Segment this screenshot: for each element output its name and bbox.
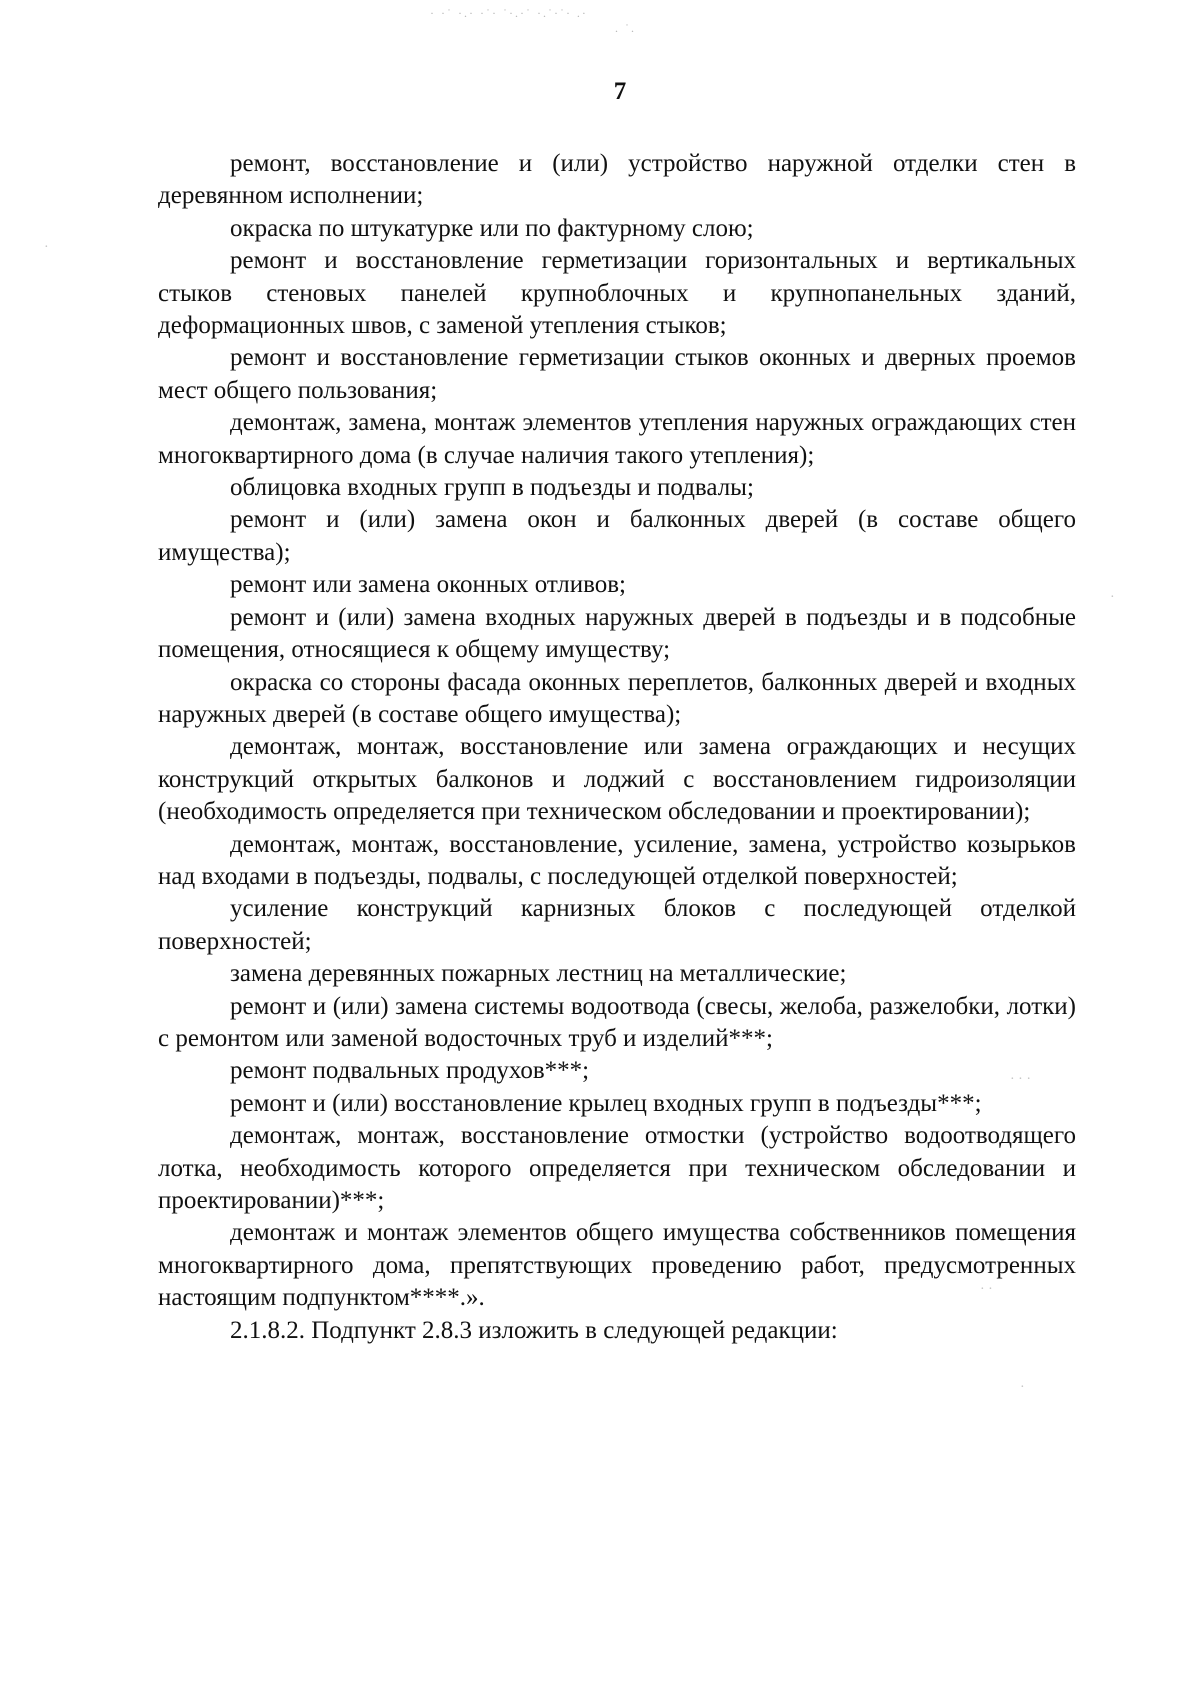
paragraph: ремонт или замена оконных отливов; <box>230 571 626 599</box>
page-number: 7 <box>613 78 627 105</box>
paragraph: ремонт и восстановление герметизации горизонтальных и вертикальных стыков стеновых панелей крупноблочных и крупнопанельных зданий, деформационных швов, с заменой утепления стыков; <box>158 247 1076 340</box>
paragraph: усиление конструкций карнизных блоков с последующей отделкой поверхностей; <box>158 895 1076 955</box>
paragraph: ремонт и (или) замена окон и балконных дверей (в составе общего имущества); <box>158 506 1076 566</box>
scan-speck: · <box>1020 1380 1025 1395</box>
paragraph: демонтаж, монтаж, восстановление, усиление, замена, устройство козырьков над входами в подъезды, подвалы, с последующей отделкой поверхностей; <box>158 830 1076 890</box>
document-body <box>158 148 1076 1347</box>
paragraph: окраска по штукатурке или по фактурному слою; <box>230 214 754 242</box>
paragraph: демонтаж, монтаж, восстановление или замена ограждающих и несущих конструкций открытых балконов и лоджий с восстановлением гидроизоляции (необходимость определяется при техническом обследовании и проектировании); <box>158 733 1076 826</box>
paragraph: ремонт и (или) замена входных наружных дверей в подъезды и в подсобные помещения, относящиеся к общему имуществу; <box>158 603 1076 664</box>
paragraph: замена деревянных пожарных лестниц на металлические; <box>230 960 847 988</box>
paragraph: ремонт, восстановление и (или) устройство наружной отделки стен в деревянном исполнении; <box>158 150 1076 210</box>
scan-speck: · · · <box>1010 1072 1031 1087</box>
scan-speck: · <box>1110 590 1115 605</box>
paragraph: ремонт и восстановление герметизации стыков оконных и дверных проемов мест общего пользования; <box>158 344 1076 404</box>
paragraph: ремонт подвальных продухов***; <box>230 1057 590 1085</box>
paragraph: демонтаж и монтаж элементов общего имущества собственников помещения многоквартирного дома, препятствующих проведению работ, предусмотренных настоящим подпунктом****.». <box>158 1219 1076 1312</box>
scan-artifact: · ·˙ ·.· ·˙· ˙·.·˙ ·.˙·˙· .· . ˙. <box>430 6 636 35</box>
paragraph: ремонт и (или) замена системы водоотвода (свесы, желоба, разжелобки, лотки) с ремонтом или заменой водосточных труб и изделий***; <box>158 992 1076 1052</box>
scan-speck: · · <box>980 1282 993 1297</box>
paragraph: 2.1.8.2. Подпункт 2.8.3 изложить в следующей редакции: <box>230 1316 838 1344</box>
paragraph: облицовка входных групп в подъезды и подвалы; <box>230 474 754 502</box>
paragraph: окраска со стороны фасада оконных переплетов, балконных дверей и входных наружных дверей (в составе общего имущества); <box>158 668 1076 728</box>
scan-speck: · <box>44 240 49 255</box>
paragraph: демонтаж, монтаж, восстановление отмостки (устройство водоотводящего лотка, необходимость которого определяется при техническом обследовании и проектировании)***; <box>158 1122 1076 1214</box>
paragraph: ремонт и (или) восстановление крылец входных групп в подъезды***; <box>230 1089 982 1117</box>
paragraph: демонтаж, замена, монтаж элементов утепления наружных ограждающих стен многоквартирного дома (в случае наличия такого утепления); <box>158 409 1076 469</box>
